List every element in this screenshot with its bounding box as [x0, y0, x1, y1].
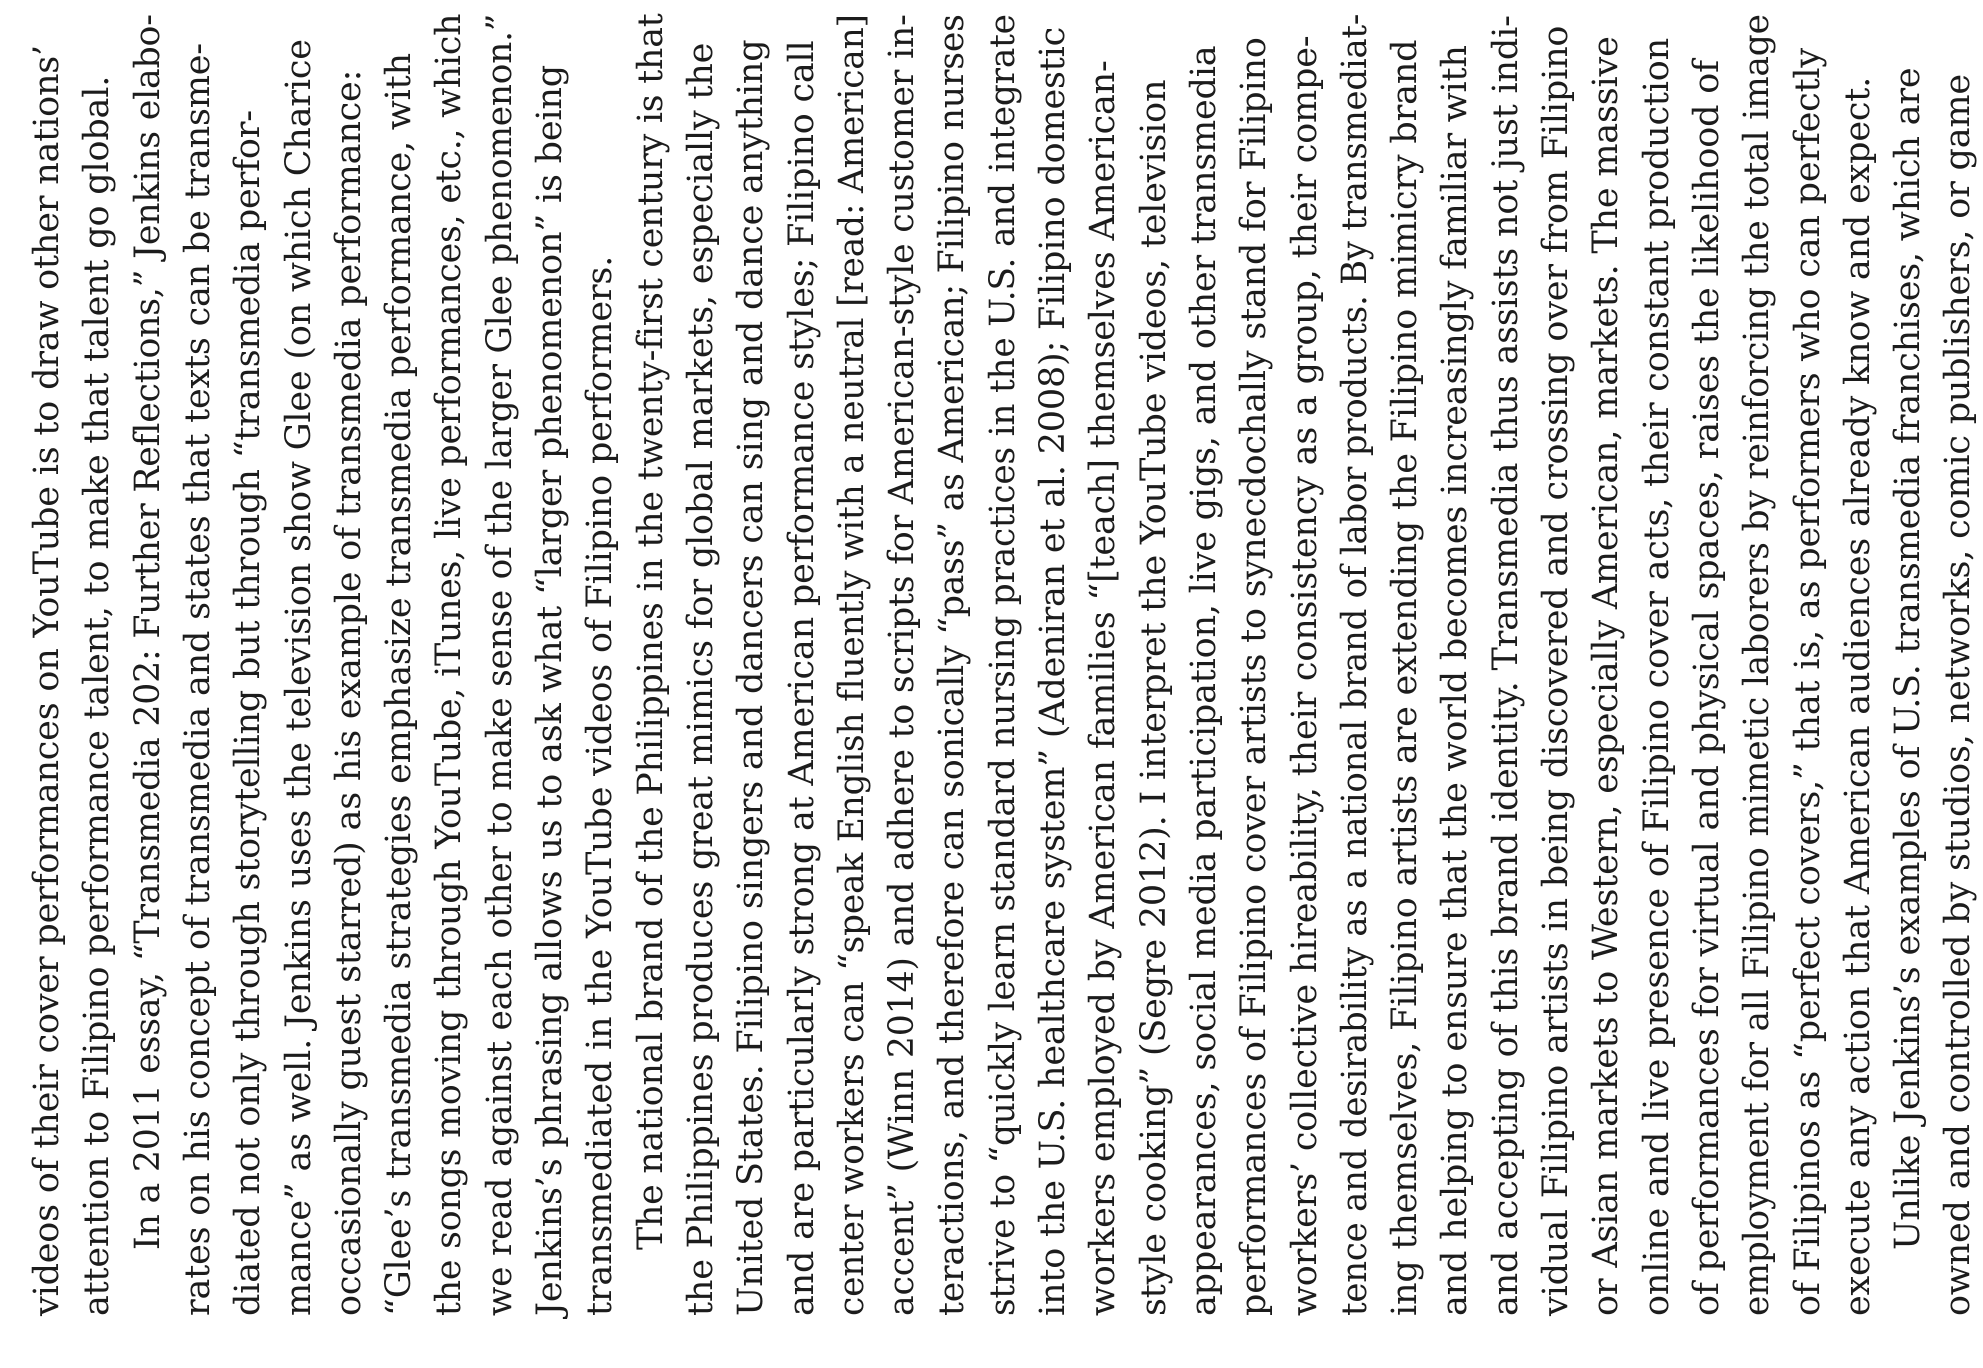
text-line: United States. Filipino singers and dancers can sing and dance anything: [731, 39, 772, 1316]
text-line: mance” as well. Jenkins uses the television show Glee (on which Charice: [278, 39, 319, 1316]
text-line: center workers can “speak English fluently with a neutral [read: American]: [831, 14, 872, 1316]
text-line: and are particularly strong at American performance styles; Filipino call: [781, 40, 822, 1316]
text-line: diated not only through storytelling but through “transmedia perfor-: [228, 110, 269, 1316]
text-line: the Philippines produces great mimics for global markets, especially the: [680, 42, 721, 1316]
text-line: transmediated in the YouTube videos of Filipino performers.: [580, 255, 621, 1316]
text-line: style cooking” (Segre 2012). I interpret the YouTube videos, television: [1133, 79, 1174, 1316]
text-line: Jenkins’s phrasing allows us to ask what “larger phenomenon” is being: [530, 65, 570, 1316]
text-line: accent” (Winn 2014) and adhere to scripts for American-style customer in-: [882, 14, 923, 1316]
text-line: we read against each other to make sense of the larger Glee phenomenon.”: [479, 13, 520, 1316]
text-line: or Asian markets to Western, especially American, markets. The massive: [1586, 36, 1627, 1316]
text-line: execute any action that American audiences already know and expect.: [1837, 76, 1878, 1316]
text-line: owned and controlled by studios, networks, comic publishers, or game: [1938, 74, 1979, 1316]
text-line: online and live presence of Filipino cover acts, their constant production: [1636, 38, 1677, 1316]
text-line: occasionally guest starred) as his example of transmedia performance:: [328, 69, 369, 1316]
text-line: vidual Filipino artists in being discovered and crossing over from Filipino: [1536, 25, 1576, 1316]
text-line: Unlike Jenkins’s examples of U.S. transmedia franchises, which are: [1888, 67, 1929, 1250]
text-line: The national brand of the Philippines in the twenty-first century is that: [630, 13, 671, 1250]
text-line: videos of their cover performances on YouTube is to draw other nations’: [27, 45, 67, 1316]
text-line: attention to Filipino performance talent, to make that talent go global.: [77, 75, 118, 1316]
text-line: teractions, and therefore can sonically “pass” as American; Filipino nurses: [932, 14, 973, 1316]
text-line: ing themselves, Filipino artists are extending the Filipino mimicry brand: [1385, 39, 1426, 1316]
text-line: of Filipinos as “perfect covers,” that is, as performers who can perfectly: [1787, 48, 1828, 1316]
text-line: of performances for virtual and physical spaces, raises the likelihood of: [1686, 60, 1727, 1316]
text-line: appearances, social media participation, live gigs, and other transmedia: [1183, 45, 1224, 1316]
text-line: the songs moving through YouTube, iTunes, live performances, etc., which: [429, 13, 470, 1316]
text-line: employment for all Filipino mimetic laborers by reinforcing the total image: [1737, 14, 1778, 1316]
text-line: tence and desirability as a national brand of labor products. By transmediat-: [1334, 13, 1375, 1316]
text-line: and helping to ensure that the world becomes increasingly familiar with: [1435, 45, 1476, 1316]
text-line: performances of Filipino cover artists to synecdochally stand for Filipino: [1234, 37, 1275, 1316]
text-line: In a 2011 essay, “Transmedia 202: Further Reflections,” Jenkins elabo-: [127, 14, 168, 1250]
text-line: workers employed by American families “[teach] themselves American-: [1083, 60, 1124, 1316]
text-line: “Glee’s transmedia strategies emphasize transmedia performance, with: [379, 53, 420, 1316]
text-line: rates on his concept of transmedia and states that texts can be transme-: [177, 43, 218, 1316]
text-line: strive to “quickly learn standard nursing practices in the U.S. and integrate: [982, 14, 1023, 1316]
text-line: and accepting of this brand identity. Transmedia thus assists not just indi-: [1485, 15, 1526, 1316]
text-line: into the U.S. healthcare system” (Adeniran et al. 2008); Filipino domestic: [1033, 27, 1073, 1316]
text-line: workers’ collective hireability, their consistency as a group, their compe-: [1284, 35, 1325, 1316]
